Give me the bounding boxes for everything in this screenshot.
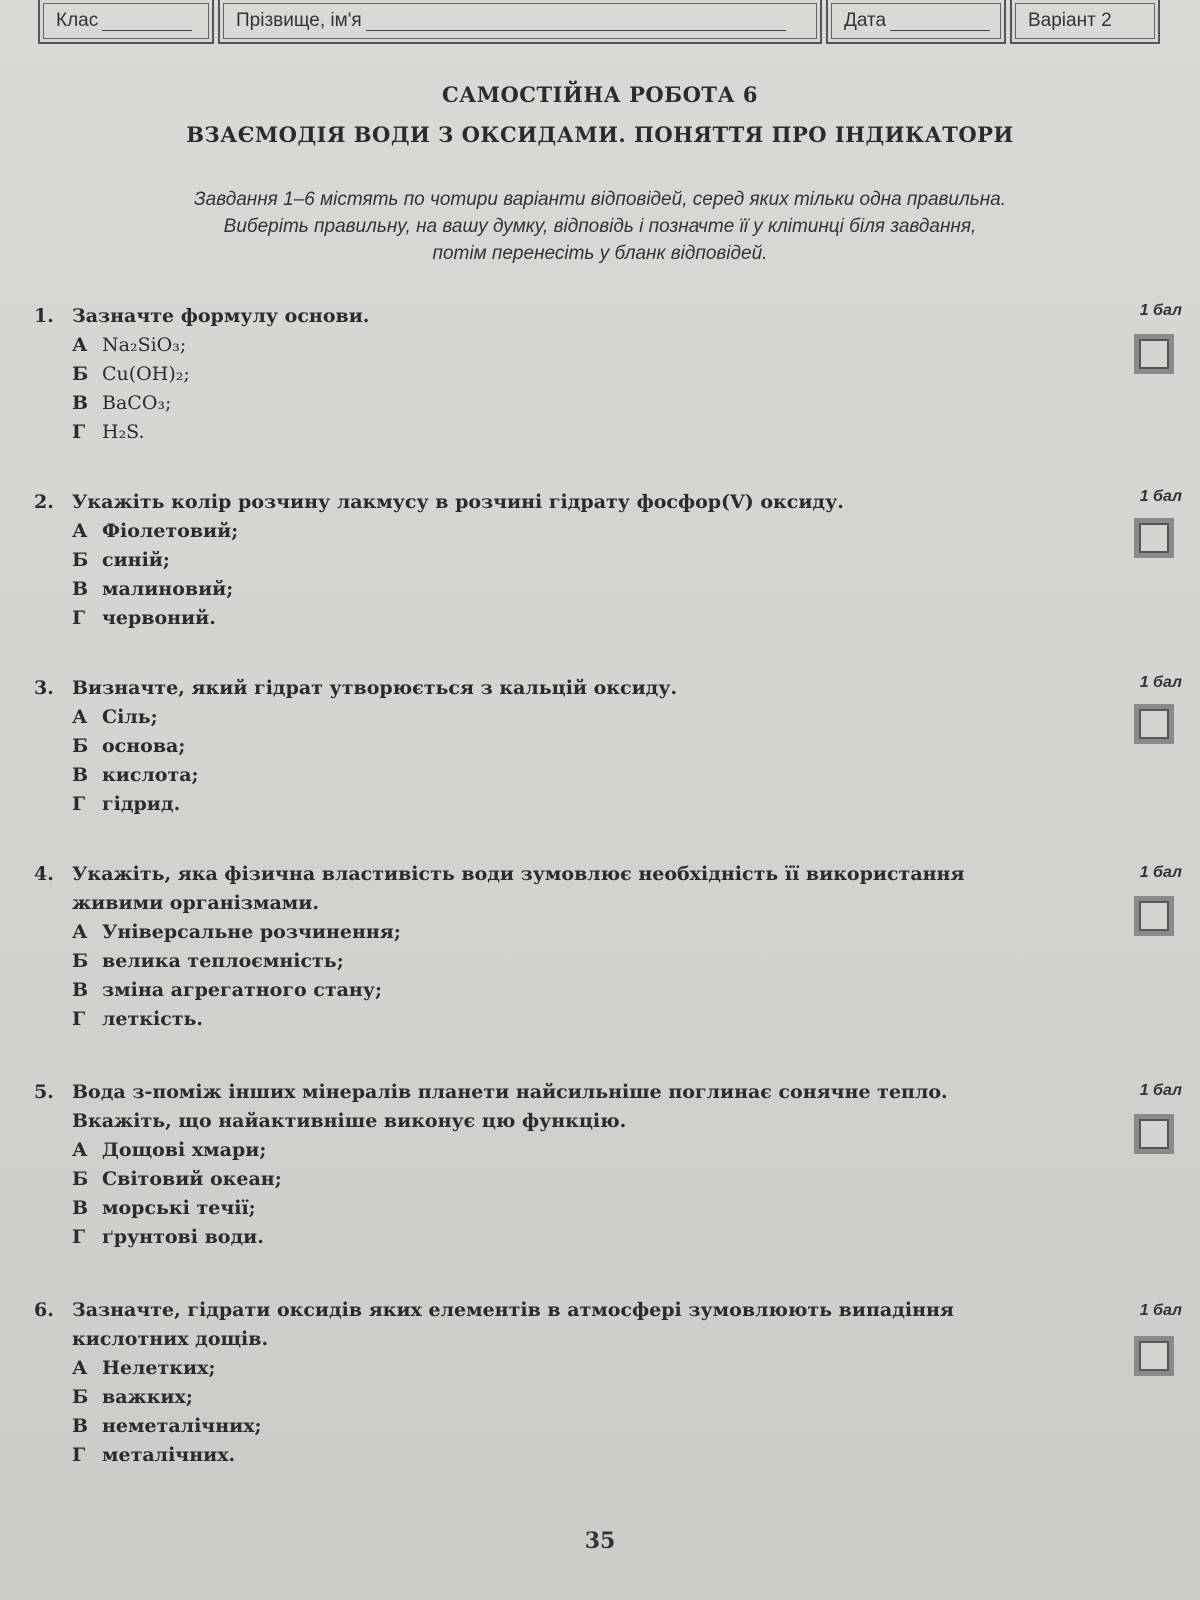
option-letter: Г bbox=[72, 1008, 86, 1030]
option-letter: Б bbox=[72, 1168, 89, 1190]
option-a bbox=[72, 517, 1174, 546]
option-text: важких; bbox=[102, 1386, 193, 1408]
option-letter: А bbox=[72, 1139, 88, 1161]
question-text: живими організмами. bbox=[72, 892, 319, 914]
option-c bbox=[72, 761, 1174, 790]
option-b bbox=[72, 546, 1174, 575]
instruction-line: Завдання 1–6 містять по чотири варіанти відповідей, серед яких тільки одна правильна. bbox=[193, 189, 1007, 210]
class-blank-line bbox=[102, 12, 192, 31]
option-letter: В bbox=[72, 1197, 89, 1219]
question-number: 6. bbox=[34, 1299, 54, 1321]
option-text: червоний. bbox=[102, 607, 216, 629]
name-label: Прізвище, ім'я bbox=[236, 10, 362, 31]
answer-checkbox-6[interactable] bbox=[1134, 1336, 1174, 1376]
option-a bbox=[72, 1354, 1174, 1383]
name-field[interactable] bbox=[218, 0, 822, 44]
option-text: металічних. bbox=[102, 1444, 236, 1466]
option-c bbox=[72, 575, 1174, 604]
option-text: синій; bbox=[102, 549, 170, 571]
option-text: морські течії; bbox=[102, 1197, 256, 1219]
date-field[interactable] bbox=[826, 0, 1006, 44]
page-number: 35 bbox=[584, 1528, 616, 1554]
option-a bbox=[72, 1136, 1174, 1165]
option-letter: А bbox=[72, 334, 88, 356]
option-b bbox=[72, 1383, 1174, 1412]
option-text: основа; bbox=[102, 735, 186, 757]
option-text: Дощові хмари; bbox=[102, 1139, 267, 1161]
date-blank-line bbox=[890, 12, 990, 31]
question-number: 5. bbox=[34, 1081, 54, 1103]
option-a bbox=[72, 331, 1174, 360]
instruction-line: Виберіть правильну, на вашу думку, відповідь і позначте її у клітинці біля завдання, bbox=[223, 216, 977, 237]
question-text: кислотних дощів. bbox=[72, 1328, 269, 1350]
option-c bbox=[72, 976, 1174, 1005]
option-letter: Г bbox=[72, 421, 86, 443]
option-letter: В bbox=[72, 392, 89, 414]
option-a bbox=[72, 703, 1174, 732]
option-letter: Б bbox=[72, 549, 89, 571]
points-label: 1 бал bbox=[1139, 674, 1182, 691]
option-text: кислота; bbox=[102, 764, 199, 786]
answer-checkbox-2[interactable] bbox=[1134, 518, 1174, 558]
question-3 bbox=[34, 674, 1174, 819]
points-label: 1 бал bbox=[1139, 864, 1182, 881]
option-letter: Г bbox=[72, 607, 86, 629]
option-letter: А bbox=[72, 1357, 88, 1379]
option-a bbox=[72, 918, 1174, 947]
option-c bbox=[72, 1412, 1174, 1441]
option-b bbox=[72, 360, 1174, 389]
option-d bbox=[72, 604, 1174, 633]
option-letter: А bbox=[72, 706, 88, 728]
option-letter: В bbox=[72, 578, 89, 600]
option-text: велика теплоємність; bbox=[102, 950, 344, 972]
option-text: леткість. bbox=[102, 1008, 204, 1030]
option-letter: Г bbox=[72, 793, 86, 815]
answer-checkbox-4[interactable] bbox=[1134, 896, 1174, 936]
option-c bbox=[72, 1194, 1174, 1223]
class-label: Клас bbox=[56, 10, 99, 31]
instructions bbox=[60, 186, 1140, 267]
option-text: BaCO₃; bbox=[102, 392, 172, 414]
question-number: 2. bbox=[34, 491, 54, 513]
option-letter: Б bbox=[72, 950, 89, 972]
instruction-line: потім перенесіть у бланк відповідей. bbox=[432, 243, 768, 264]
class-field[interactable] bbox=[38, 0, 214, 44]
option-text: малиновий; bbox=[102, 578, 234, 600]
points-label: 1 бал bbox=[1139, 1082, 1182, 1099]
option-d bbox=[72, 1441, 1174, 1470]
question-number: 3. bbox=[34, 677, 54, 699]
name-blank-line bbox=[366, 12, 786, 31]
option-letter: В bbox=[72, 1415, 89, 1437]
question-1 bbox=[34, 302, 1174, 447]
page-title: САМОСТІЙНА РОБОТА 6 bbox=[441, 82, 759, 107]
option-letter: Г bbox=[72, 1226, 86, 1248]
option-text: Сіль; bbox=[102, 706, 158, 728]
option-d bbox=[72, 790, 1174, 819]
question-text: Визначте, який гідрат утворюється з кальцій оксиду. bbox=[72, 677, 678, 699]
option-c bbox=[72, 389, 1174, 418]
option-text: неметалічних; bbox=[102, 1415, 262, 1437]
option-d bbox=[72, 418, 1174, 447]
option-text: Фіолетовий; bbox=[102, 520, 239, 542]
question-5 bbox=[34, 1078, 1174, 1252]
option-text: Нелетких; bbox=[102, 1357, 216, 1379]
option-letter: Г bbox=[72, 1444, 86, 1466]
question-4 bbox=[34, 860, 1174, 1034]
variant-field bbox=[1010, 0, 1160, 44]
option-d bbox=[72, 1223, 1174, 1252]
option-letter: В bbox=[72, 764, 89, 786]
option-letter: Б bbox=[72, 735, 89, 757]
option-letter: А bbox=[72, 921, 88, 943]
option-letter: Б bbox=[72, 1386, 89, 1408]
variant-label: Варіант 2 bbox=[1028, 10, 1112, 31]
question-2 bbox=[34, 488, 1174, 633]
question-number: 1. bbox=[34, 305, 54, 327]
student-info-header bbox=[38, 0, 1170, 46]
option-text: Na₂SiO₃; bbox=[102, 334, 187, 356]
option-text: Cu(OH)₂; bbox=[102, 363, 190, 385]
points-label: 1 бал bbox=[1139, 1302, 1182, 1319]
question-text: Зазначте, гідрати оксидів яких елементів в атмосфері зумовлюють випадіння bbox=[72, 1299, 954, 1321]
answer-checkbox-1[interactable] bbox=[1134, 334, 1174, 374]
question-number: 4. bbox=[34, 863, 54, 885]
question-text: Укажіть колір розчину лакмусу в розчині гідрату фосфор(V) оксиду. bbox=[72, 491, 844, 513]
answer-checkbox-3[interactable] bbox=[1134, 704, 1174, 744]
option-text: зміна агрегатного стану; bbox=[102, 979, 382, 1001]
option-letter: В bbox=[72, 979, 89, 1001]
option-d bbox=[72, 1005, 1174, 1034]
option-b bbox=[72, 947, 1174, 976]
page-subtitle: ВЗАЄМОДІЯ ВОДИ З ОКСИДАМИ. ПОНЯТТЯ ПРО ІНДИКАТОРИ bbox=[186, 122, 1014, 147]
answer-checkbox-5[interactable] bbox=[1134, 1114, 1174, 1154]
option-text: Світовий океан; bbox=[102, 1168, 282, 1190]
question-text: Вкажіть, що найактивніше виконує цю функцію. bbox=[72, 1110, 627, 1132]
question-6 bbox=[34, 1296, 1174, 1470]
option-text: гідрид. bbox=[102, 793, 181, 815]
option-letter: А bbox=[72, 520, 88, 542]
option-text: ґрунтові води. bbox=[102, 1226, 264, 1248]
date-label: Дата bbox=[844, 10, 887, 31]
question-text: Укажіть, яка фізична властивість води зумовлює необхідність її використання bbox=[72, 863, 965, 885]
option-text: Універсальне розчинення; bbox=[102, 921, 401, 943]
option-b bbox=[72, 1165, 1174, 1194]
option-b bbox=[72, 732, 1174, 761]
option-text: H₂S. bbox=[102, 421, 145, 443]
points-label: 1 бал bbox=[1139, 302, 1182, 319]
points-label: 1 бал bbox=[1139, 488, 1182, 505]
option-letter: Б bbox=[72, 363, 89, 385]
question-text: Зазначте формулу основи. bbox=[72, 305, 370, 327]
question-text: Вода з-поміж інших мінералів планети найсильніше поглинає сонячне тепло. bbox=[72, 1081, 948, 1103]
